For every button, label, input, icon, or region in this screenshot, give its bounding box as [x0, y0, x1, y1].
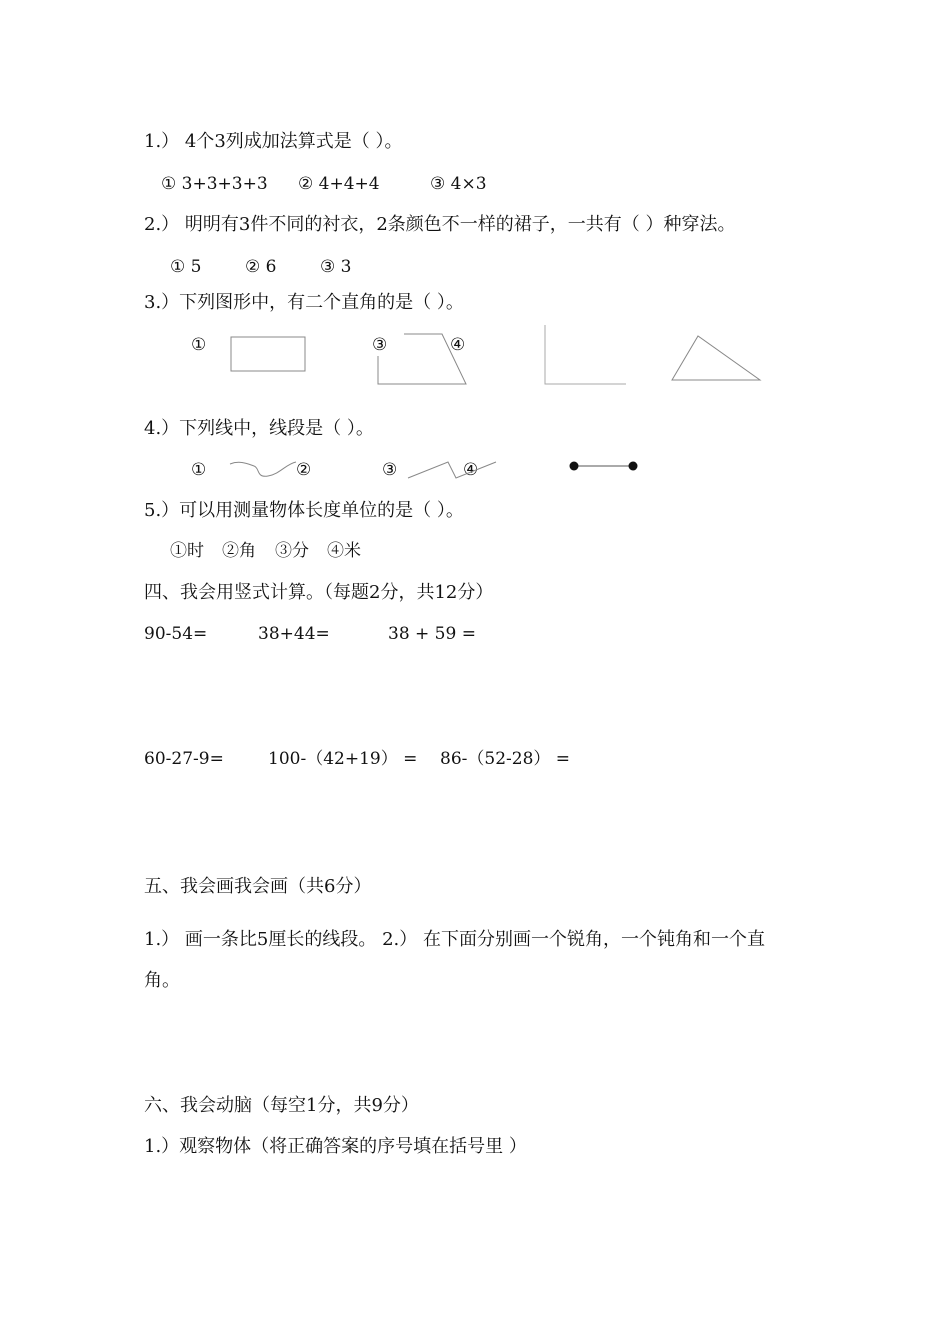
calc-2: 38+44= [258, 624, 330, 644]
broken-line-figure [406, 458, 498, 482]
section5-line-2: 角。 [144, 970, 180, 991]
curved-line-figure [228, 458, 298, 482]
q2-stem: 2.） 明明有3件不同的衬衣，2条颜色不一样的裙子，一共有（ ）种穿法。 [144, 214, 736, 235]
section6-title: 六、我会动脑（每空1分，共9分） [144, 1095, 419, 1116]
calc-4: 60-27-9= [144, 749, 224, 769]
q4-label-3: ③ [382, 460, 398, 480]
q4-stem: 4.）下列线中，线段是（ ）。 [144, 418, 374, 439]
q3-stem: 3.）下列图形中，有二个直角的是（ ）。 [144, 292, 464, 313]
section5-title: 五、我会画我会画（共6分） [144, 876, 372, 897]
q1-option-2: ② 4+4+4 [298, 174, 380, 194]
q4-label-2: ② [296, 460, 312, 480]
q1-stem: 1.） 4个3列成加法算式是（ ）。 [144, 131, 403, 152]
calc-1: 90-54= [144, 624, 208, 644]
q1-option-1: ① 3+3+3+3 [161, 174, 268, 194]
q5-option-1: ①时 [170, 541, 204, 561]
calc-6: 86-（52-28） = [440, 749, 571, 769]
q1-option-3: ③ 4×3 [430, 174, 487, 194]
calc-5: 100-（42+19） = [268, 749, 418, 769]
right-angle-figure [540, 322, 630, 388]
calc-3: 38 + 59 = [388, 624, 476, 644]
q5-stem: 5.）可以用测量物体长度单位的是（ ）。 [144, 500, 464, 521]
q5-option-4: ④米 [327, 541, 361, 561]
triangle-figure [668, 332, 764, 384]
trapezoid-figure [374, 330, 470, 388]
q4-label-1: ① [191, 460, 207, 480]
q3-label-1: ① [191, 335, 207, 355]
q2-option-2: ② 6 [245, 257, 277, 277]
line-segment-figure [566, 458, 642, 474]
q4-label-4: ④ [463, 460, 479, 480]
q2-option-3: ③ 3 [320, 257, 352, 277]
q3-label-3: ③ [372, 335, 388, 355]
q5-option-2: ②角 [222, 541, 256, 561]
section5-line-1: 1.） 画一条比5厘长的线段。 2.） 在下面分别画一个锐角，一个钝角和一个直 [144, 929, 765, 950]
q3-label-4: ④ [450, 335, 466, 355]
q5-option-3: ③分 [275, 541, 309, 561]
q2-option-1: ① 5 [170, 257, 202, 277]
section6-q1: 1.）观察物体（将正确答案的序号填在括号里 ） [144, 1136, 527, 1157]
rectangle-figure [228, 334, 308, 374]
section4-title: 四、我会用竖式计算。（每题2分，共12分） [144, 582, 494, 603]
